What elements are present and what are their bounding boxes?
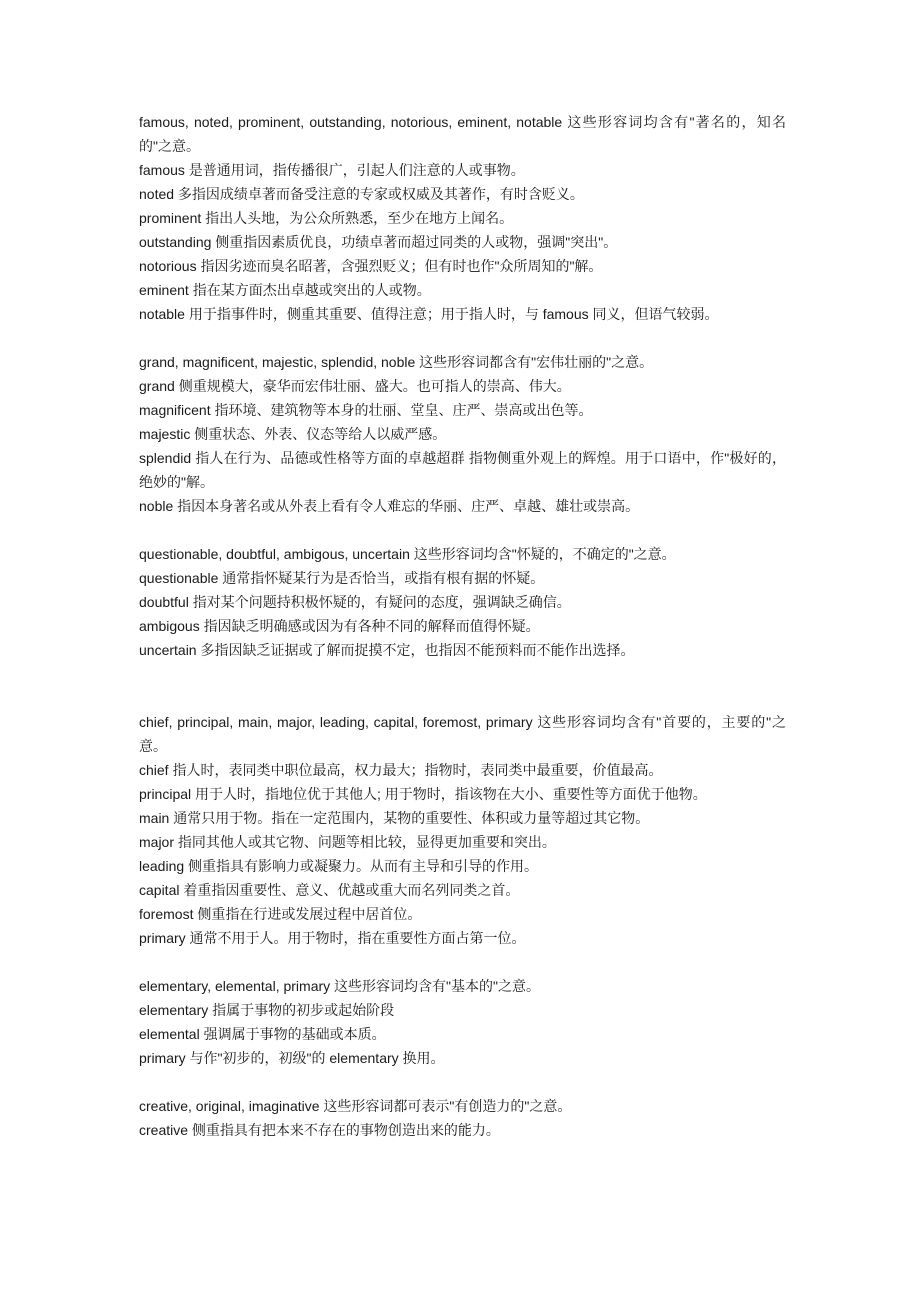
paragraph: creative 侧重指具有把本来不存在的事物创造出来的能力。 — [139, 1122, 500, 1138]
paragraph: famous 是普通用词，指传播很广，引起人们注意的人或事物。 — [139, 162, 525, 178]
paragraph-heading: creative, original, imaginative 这些形容词都可表示"有创造力的"之意。 — [139, 1098, 572, 1114]
paragraph: doubtful 指对某个问题持积极怀疑的，有疑问的态度，强调缺乏确信。 — [139, 594, 571, 610]
paragraph: noble 指因本身著名或从外表上看有令人难忘的华丽、庄严、卓越、雄壮或崇高。 — [139, 498, 640, 514]
paragraph: eminent 指在某方面杰出卓越或突出的人或物。 — [139, 282, 431, 298]
paragraph: primary 与作"初步的，初级"的 elementary 换用。 — [139, 1050, 445, 1066]
section-questionable — [139, 542, 786, 662]
paragraph-heading: chief, principal, main, major, leading, capital, foremost, primary 这些形容词均含有"首要的，主要的"之意。 — [139, 714, 786, 754]
paragraph: questionable 通常指怀疑某行为是否恰当，或指有根有据的怀疑。 — [139, 570, 545, 586]
blank-line — [139, 662, 786, 710]
paragraph: prominent 指出人头地，为公众所熟悉，至少在地方上闻名。 — [139, 210, 514, 226]
paragraph: elementary 指属于事物的初步或起始阶段 — [139, 1002, 395, 1018]
paragraph: notable 用于指事件时，侧重其重要、值得注意；用于指人时，与 famous 同义，但语气较弱。 — [139, 306, 719, 322]
paragraph: grand 侧重规模大，豪华而宏伟壮丽、盛大。也可指人的崇高、伟大。 — [139, 378, 571, 394]
section-famous — [139, 110, 786, 326]
paragraph: magnificent 指环境、建筑物等本身的壮丽、堂皇、庄严、崇高或出色等。 — [139, 402, 593, 418]
section-grand — [139, 350, 786, 518]
paragraph: outstanding 侧重指因素质优良，功绩卓著而超过同类的人或物，强调"突出"。 — [139, 234, 618, 250]
paragraph: noted 多指因成绩卓著而备受注意的专家或权威及其著作，有时含贬义。 — [139, 186, 584, 202]
blank-line — [139, 950, 786, 974]
paragraph: splendid 指人在行为、品德或性格等方面的卓越超群 指物侧重外观上的辉煌。用于口语中，作"极好的，绝妙的"解。 — [139, 450, 786, 490]
paragraph-heading: famous, noted, prominent, outstanding, notorious, eminent, notable 这些形容词均含有"著名的，知名的"之意。 — [139, 114, 786, 154]
document-body — [139, 110, 786, 1142]
section-creative — [139, 1094, 786, 1142]
blank-line — [139, 1070, 786, 1094]
section-elementary — [139, 974, 786, 1070]
paragraph: ambigous 指因缺乏明确感或因为有各种不同的解释而值得怀疑。 — [139, 618, 540, 634]
paragraph: major 指同其他人或其它物、问题等相比较，显得更加重要和突出。 — [139, 834, 556, 850]
paragraph: foremost 侧重指在行进或发展过程中居首位。 — [139, 906, 422, 922]
paragraph: principal 用于人时，指地位优于其他人; 用于物时，指该物在大小、重要性等方面优于他物。 — [139, 786, 707, 802]
paragraph: capital 着重指因重要性、意义、优越或重大而名列同类之首。 — [139, 882, 520, 898]
paragraph-heading: grand, magnificent, majestic, splendid, noble 这些形容词都含有"宏伟壮丽的"之意。 — [139, 354, 654, 370]
section-chief — [139, 710, 786, 950]
paragraph-heading: questionable, doubtful, ambigous, uncertain 这些形容词均含"怀疑的，不确定的"之意。 — [139, 546, 676, 562]
blank-line — [139, 326, 786, 350]
paragraph: elemental 强调属于事物的基础或本质。 — [139, 1026, 386, 1042]
paragraph: notorious 指因劣迹而臭名昭著，含强烈贬义；但有时也作"众所周知的"解。 — [139, 258, 603, 274]
paragraph: majestic 侧重状态、外表、仪态等给人以威严感。 — [139, 426, 447, 442]
paragraph: primary 通常不用于人。用于物时，指在重要性方面占第一位。 — [139, 930, 526, 946]
paragraph: chief 指人时，表同类中职位最高，权力最大；指物时，表同类中最重要，价值最高。 — [139, 762, 663, 778]
paragraph: uncertain 多指因缺乏证据或了解而捉摸不定，也指因不能预料而不能作出选择。 — [139, 642, 635, 658]
blank-line — [139, 518, 786, 542]
paragraph: leading 侧重指具有影响力或凝聚力。从而有主导和引导的作用。 — [139, 858, 539, 874]
paragraph-heading: elementary, elemental, primary 这些形容词均含有"基本的"之意。 — [139, 978, 540, 994]
paragraph: main 通常只用于物。指在一定范围内，某物的重要性、体积或力量等超过其它物。 — [139, 810, 650, 826]
